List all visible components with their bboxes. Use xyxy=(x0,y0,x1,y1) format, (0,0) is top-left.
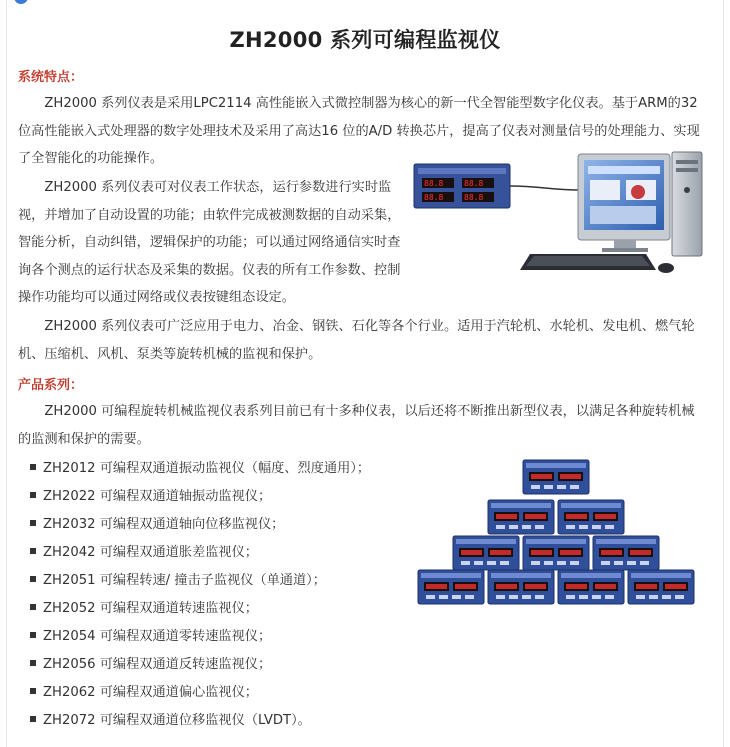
instrument-unit xyxy=(523,536,589,570)
instrument-unit xyxy=(593,536,659,570)
bullet-icon xyxy=(30,604,36,610)
features-heading: 系统特点： xyxy=(18,70,84,85)
list-item: ZH2052 可编程双通道转速监视仪； xyxy=(30,595,370,623)
list-item: ZH2042 可编程双通道胀差监视仪； xyxy=(30,539,370,567)
product-list xyxy=(30,455,370,735)
instrument-unit xyxy=(628,570,694,604)
instrument-unit xyxy=(418,570,484,604)
application-paragraph: ZH2000 系列仪表可广泛应用于电力、冶金、钢铁、石化等各个行业。适用于汽轮机、水轮机、发电机、燃气轮机、压缩机、风机、泵类等旋转机械的监视和保护。 xyxy=(18,319,695,362)
instrument-unit xyxy=(558,570,624,604)
bullet-icon xyxy=(30,492,36,498)
bullet-icon xyxy=(30,520,36,526)
list-item: ZH2022 可编程双通道轴振动监视仪； xyxy=(30,483,370,511)
instrument-unit xyxy=(488,570,554,604)
monitoring-paragraph: ZH2000 系列仪表可对仪表工作状态，运行参数进行实时监视，并增加了自动设置的功能；由软件完成被测数据的自动采集，智能分析，自动纠错，逻辑保护的功能；可以通过网络通信实时查询各个测点的运行状态及采集的数据。仪表的所有工作参数、控制操作功能均可以通过网络或仪表按键组态设定。 xyxy=(18,180,401,305)
bullet-icon xyxy=(30,548,36,554)
list-item: ZH2054 可编程双通道零转速监视仪； xyxy=(30,623,370,651)
bullet-icon xyxy=(30,688,36,694)
instrument-pc-photo xyxy=(410,150,706,280)
bullet-icon xyxy=(30,464,36,470)
svg-text:88.8: 88.8 xyxy=(464,179,484,188)
list-item: ZH2062 可编程双通道偏心监视仪； xyxy=(30,679,370,707)
bullet-icon xyxy=(30,660,36,666)
bullet-icon xyxy=(30,576,36,582)
series-paragraph: ZH2000 可编程旋转机械监视仪表系列目前已有十多种仪表，以后还将不断推出新型仪表，以满足各种旋转机械的监测和保护的需要。 xyxy=(18,404,695,447)
instrument-unit xyxy=(453,536,519,570)
svg-text:88.8: 88.8 xyxy=(424,179,444,188)
instrument-unit xyxy=(558,500,624,534)
instrument-pyramid-photo xyxy=(408,452,704,612)
bullet-icon xyxy=(30,632,36,638)
instrument-unit xyxy=(523,460,589,494)
bullet-icon xyxy=(30,716,36,722)
list-item: ZH2012 可编程双通道振动监视仪（幅度、烈度通用）； xyxy=(30,455,370,483)
list-item: ZH2051 可编程转速/ 撞击子监视仪（单通道）； xyxy=(30,567,370,595)
instrument-unit xyxy=(488,500,554,534)
series-heading: 产品系列： xyxy=(18,378,84,393)
page-title: ZH2000 系列可编程监视仪 xyxy=(229,28,501,52)
list-item: ZH2072 可编程双通道位移监视仪（LVDT）。 xyxy=(30,707,370,735)
intro-paragraph: ZH2000 系列仪表是采用LPC2114 高性能嵌入式微控制器为核心的新一代全智能型数字化仪表。基于ARM的32 位高性能嵌入式处理器的数字处理技术及采用了高达16 位的A/D 转换芯片，提高了仪表对测量信号的处理能力、实现了全智能化的功能操作。 xyxy=(18,96,700,166)
svg-text:88.8: 88.8 xyxy=(464,193,484,202)
list-item: ZH2056 可编程双通道反转速监视仪； xyxy=(30,651,370,679)
list-item: ZH2032 可编程双通道轴向位移监视仪； xyxy=(30,511,370,539)
svg-text:88.8: 88.8 xyxy=(424,193,444,202)
